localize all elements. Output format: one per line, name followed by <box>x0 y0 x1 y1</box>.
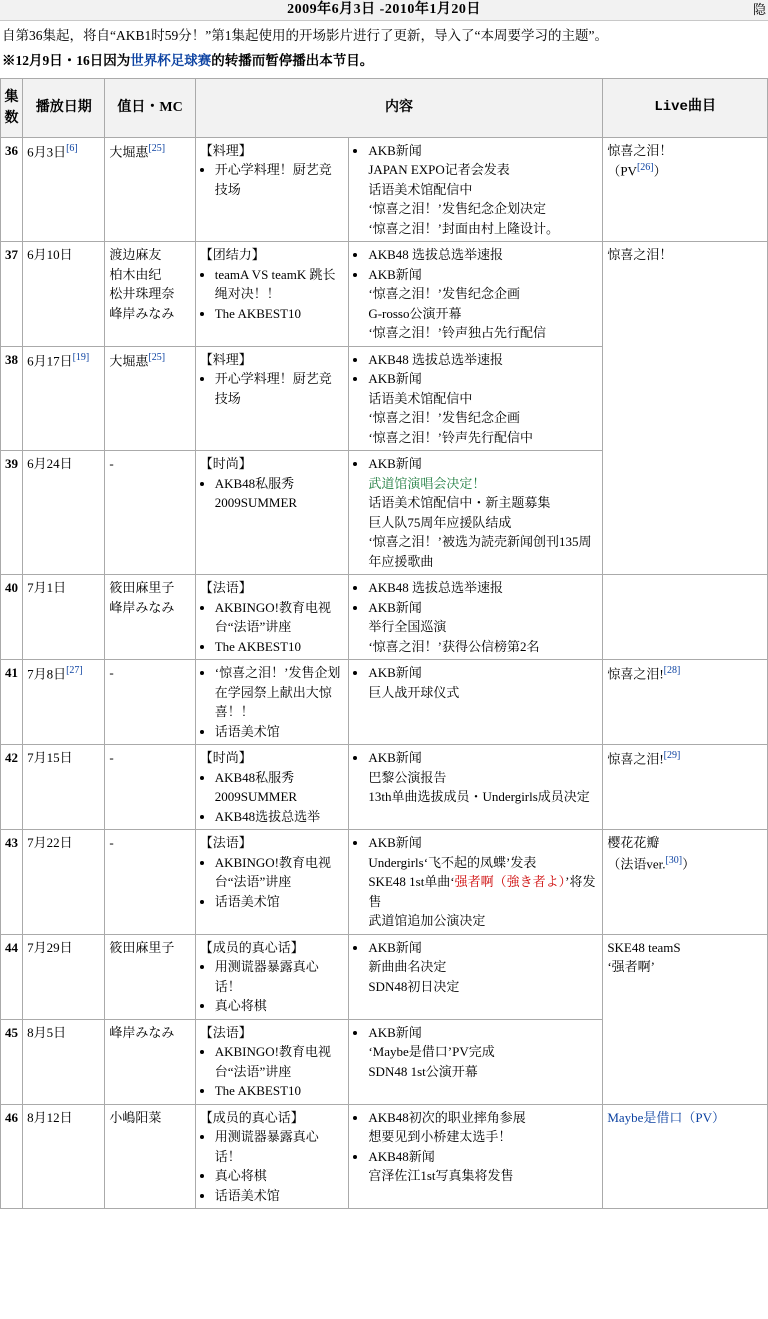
air-date: 6月3日[6] <box>23 137 105 242</box>
episode-number: 40 <box>1 575 23 660</box>
corner-cell <box>195 346 349 451</box>
mc-cell: - <box>105 830 195 935</box>
corner-cell <box>195 1104 349 1209</box>
air-date: 7月22日 <box>23 830 105 935</box>
list-item: • AKBINGO!教育电视台“法语”讲座 <box>215 1042 345 1081</box>
corner-items <box>200 265 345 324</box>
corner-items <box>200 474 345 513</box>
corner-items <box>200 598 345 657</box>
live-song-title: 樱花花瓣 <box>607 835 660 850</box>
content-cell <box>349 346 603 451</box>
air-date: 8月5日 <box>23 1019 105 1104</box>
table-row <box>1 1104 768 1209</box>
list-item: • AKB新闻 武道馆演唱会决定！ 话语美术馆配信中・新主题募集 巨人队75周年应援队结成 ‘惊喜之泪！’被选为読売新闻创刊135周年应援歌曲 <box>368 454 598 571</box>
air-date: 6月10日 <box>23 242 105 347</box>
live-song-title: 惊喜之泪！ <box>607 247 673 262</box>
worldcup-link[interactable]: 世界杯足球赛 <box>130 53 212 69</box>
mc-name: 松井珠理奈 <box>109 286 175 301</box>
table-row <box>1 745 768 830</box>
content-line: 话语美术馆配信中・新主题募集 <box>368 495 551 510</box>
live-song-title[interactable]: Maybe是借口（PV） <box>607 1109 726 1125</box>
ref-sup[interactable]: [30] <box>665 854 683 866</box>
corner-title: 【料理】 <box>199 142 252 158</box>
content-line: 武道馆追加公演决定 <box>368 913 486 928</box>
ref-sup[interactable]: [29] <box>663 750 681 761</box>
corner-title: 【法语】 <box>199 835 252 850</box>
content-line: G-rosso公演开幕 <box>368 305 462 321</box>
air-date: 8月12日 <box>23 1104 105 1209</box>
list-item: • AKB新闻 Undergirls‘飞不起的凤蝶’发表 SKE48 1st单曲‘强者啊（強き者よ）’将发售 武道馆追加公演决定 <box>368 833 598 931</box>
list-item: • The AKBEST10 <box>215 1081 345 1101</box>
air-date: 7月15日 <box>23 745 105 830</box>
episode-number: 38 <box>1 346 23 451</box>
mc-name: 峰岸みなみ <box>109 599 175 615</box>
live-song-title: 惊喜之泪！ <box>607 142 673 158</box>
content-cell <box>349 575 603 660</box>
corner-items <box>200 768 345 827</box>
content-items <box>353 578 598 656</box>
note-prefix: ※12月9日・16日因为 <box>2 53 131 69</box>
page-title: 2009年6月3日 -2010年1月20日 <box>287 2 481 17</box>
content-line: ‘惊喜之泪！’封面由村上隆设计。 <box>368 220 559 236</box>
content-line: ‘惊喜之泪！’被选为読売新闻创刊135周年应援歌曲 <box>368 534 592 569</box>
list-item: • 真心将棋 <box>215 1166 345 1186</box>
list-item: • AKB新闻 举行全国巡演 ‘惊喜之泪！’获得公信榜第2名 <box>368 598 598 657</box>
content-items <box>353 1023 598 1082</box>
air-date: 7月8日[27] <box>23 660 105 745</box>
list-item: • 话语美术馆 <box>215 1186 345 1206</box>
live-song-cell <box>603 660 768 745</box>
content-line: 宫泽佐江1st写真集将发售 <box>368 1168 514 1183</box>
list-item: • AKB48私服秀 2009SUMMER <box>215 474 345 513</box>
note-broadcast-suspension <box>0 49 768 77</box>
episode-number: 44 <box>1 934 23 1019</box>
content-line: ‘惊喜之泪！’发售纪念企划决定 <box>368 201 546 216</box>
content-items <box>353 833 598 931</box>
table-row <box>1 575 768 660</box>
table-row <box>1 242 768 347</box>
episode-number: 43 <box>1 830 23 935</box>
episode-number: 42 <box>1 745 23 830</box>
corner-title: 【成员的真心话】 <box>199 939 304 955</box>
content-cell <box>349 137 603 242</box>
content-cell <box>349 660 603 745</box>
mc-cell: 大堀惠[25] <box>105 346 195 451</box>
list-item: • AKB新闻 话语美术馆配信中 ‘惊喜之泪！’发售纪念企画 ‘惊喜之泪！’铃声先行配信中 <box>368 369 598 447</box>
list-item: • AKB48选拔总选举 <box>215 807 345 827</box>
corner-title: 【法语】 <box>199 580 252 595</box>
mc-cell: 峰岸みなみ <box>105 1019 195 1104</box>
corner-cell <box>195 660 349 745</box>
content-line: ‘Maybe是借口’PV完成 <box>368 1044 495 1059</box>
corner-title: 【时尚】 <box>199 750 252 765</box>
list-item: • AKB48 选拔总选举速报 <box>368 245 598 265</box>
content-line: 举行全国巡演 <box>368 619 447 634</box>
corner-cell <box>195 242 349 347</box>
list-item: • AKB48私服秀 2009SUMMER <box>215 768 345 807</box>
content-line: ‘惊喜之泪！’发售纪念企画 <box>368 286 520 301</box>
list-item: • AKB新闻 ‘Maybe是借口’PV完成 SDN48 1st公演开幕 <box>368 1023 598 1082</box>
list-item: • AKB48新闻 宫泽佐江1st写真集将发售 <box>368 1147 598 1186</box>
mc-name: 渡边麻友 <box>109 247 162 262</box>
list-item: • ‘惊喜之泪！’发售企划 在学园祭上献出大惊喜！！ <box>215 663 345 722</box>
live-song-cell <box>603 137 768 242</box>
list-item: • AKB48 选拔总选举速报 <box>368 350 598 370</box>
corner-items <box>200 853 345 912</box>
air-date: 7月29日 <box>23 934 105 1019</box>
list-item: • 开心学料理！厨艺竞技场 <box>215 369 345 408</box>
mc-cell: 小嶋阳菜 <box>105 1104 195 1209</box>
collapse-toggle[interactable]: 隐 <box>752 2 766 17</box>
content-line: ‘惊喜之泪！’铃声独占先行配信 <box>368 325 546 340</box>
corner-cell <box>195 830 349 935</box>
content-line: 13th单曲选拔成员・Undergirls成员决定 <box>368 789 590 804</box>
content-line: 巨人队75周年应援队结成 <box>368 514 512 530</box>
ref-sup[interactable]: [19] <box>72 351 90 363</box>
content-items <box>353 1108 598 1186</box>
mc-cell: 大堀惠[25] <box>105 137 195 242</box>
mc-name: 筱田麻里子 <box>109 580 175 595</box>
col-header-date: 播放日期 <box>23 78 105 137</box>
corner-cell <box>195 1019 349 1104</box>
corner-items <box>200 663 345 741</box>
corner-items <box>200 1042 345 1101</box>
mc-cell <box>105 242 195 347</box>
list-item: • AKB新闻 巨人战开球仪式 <box>368 663 598 702</box>
content-items <box>353 748 598 807</box>
content-items <box>353 938 598 997</box>
corner-title: 【料理】 <box>199 351 252 367</box>
content-line: Undergirls‘飞不起的凤蝶’发表 <box>368 854 537 870</box>
content-line: 新曲曲名决定 <box>368 959 447 974</box>
col-header-mc: 值日・MC <box>105 78 195 137</box>
content-line: 想要见到小桥建太选手！ <box>368 1129 512 1144</box>
ref-sup[interactable]: [6] <box>66 142 78 154</box>
list-item: • AKB48 选拔总选举速报 <box>368 578 598 598</box>
content-line: SKE48 1st单曲‘强者啊（強き者よ）’将发售 <box>368 874 596 909</box>
table-row <box>1 660 768 745</box>
live-song-note: （PV[26]） <box>607 162 667 179</box>
ref-sup[interactable]: [27] <box>66 665 83 676</box>
table-header-row <box>1 78 768 137</box>
content-items <box>353 454 598 571</box>
live-song-cell <box>603 575 768 660</box>
content-cell <box>349 242 603 347</box>
list-item: • AKBINGO!教育电视台“法语”讲座 <box>215 598 345 637</box>
content-line: 巨人战开球仪式 <box>368 684 460 700</box>
list-item: • 话语美术馆 <box>215 722 345 742</box>
content-cell <box>349 451 603 575</box>
episode-number: 45 <box>1 1019 23 1104</box>
content-items <box>353 245 598 343</box>
episode-number: 39 <box>1 451 23 575</box>
corner-title: 【时尚】 <box>199 456 252 471</box>
table-row <box>1 830 768 935</box>
mc-name: 峰岸みなみ <box>109 305 175 321</box>
list-item: • 话语美术馆 <box>215 892 345 912</box>
corner-title: 【团结力】 <box>199 247 265 262</box>
list-item: • 用测谎器暴露真心话！ <box>215 957 345 996</box>
air-date: 7月1日 <box>23 575 105 660</box>
content-line: 话语美术馆配信中 <box>368 181 473 197</box>
list-item: • AKB新闻 JAPAN EXPO记者会发表 话语美术馆配信中 ‘惊喜之泪！’发售纪念企划决定 ‘惊喜之泪！’封面由村上隆设计。 <box>368 141 598 239</box>
episode-number: 36 <box>1 137 23 242</box>
table-row <box>1 137 768 242</box>
mc-cell <box>105 575 195 660</box>
content-line: ‘惊喜之泪！’发售纪念企画 <box>368 410 520 425</box>
corner-title: 【法语】 <box>199 1024 252 1040</box>
live-song-group: SKE48 teamS <box>607 939 681 955</box>
content-line: ‘惊喜之泪！’获得公信榜第2名 <box>368 638 540 654</box>
ref-sup[interactable]: [25] <box>148 351 166 363</box>
corner-cell <box>195 575 349 660</box>
content-line: JAPAN EXPO记者会发表 <box>368 162 510 177</box>
live-song-cell <box>603 242 768 575</box>
col-header-episode: 集数 <box>1 78 23 137</box>
content-cell <box>349 1019 603 1104</box>
list-item: • AKB新闻 巴黎公演报告 13th单曲选拔成员・Undergirls成员决定 <box>368 748 598 807</box>
list-item: • AKBINGO!教育电视台“法语”讲座 <box>215 853 345 892</box>
list-item: • AKB新闻 ‘惊喜之泪！’发售纪念企画 G-rosso公演开幕 ‘惊喜之泪！’铃声独占先行配信 <box>368 265 598 343</box>
list-item: • The AKBEST10 <box>215 304 345 324</box>
content-line: 话语美术馆配信中 <box>368 390 473 406</box>
content-line: ‘惊喜之泪！’铃声先行配信中 <box>368 429 533 445</box>
episode-number: 41 <box>1 660 23 745</box>
ref-sup[interactable]: [25] <box>148 142 166 154</box>
episode-number: 37 <box>1 242 23 347</box>
mc-cell: - <box>105 451 195 575</box>
list-item: • AKB新闻 新曲曲名决定 SDN48初日决定 <box>368 938 598 997</box>
live-song-title: ‘强者啊’ <box>607 959 655 974</box>
list-item: • The AKBEST10 <box>215 637 345 657</box>
note-opening-update: 自第36集起，将自“AKB1时59分！”第1集起使用的开场影片进行了更新，导入了“本周要学习的主题”。 <box>2 28 608 43</box>
corner-cell <box>195 137 349 242</box>
table-row <box>1 934 768 1019</box>
live-song-cell <box>603 1104 768 1209</box>
note-suffix: 的转播而暂停播出本节目。 <box>211 53 374 69</box>
list-item: • 用测谎器暴露真心话！ <box>215 1127 345 1166</box>
episode-number: 46 <box>1 1104 23 1209</box>
live-song-cell <box>603 934 768 1104</box>
mc-cell: 筱田麻里子 <box>105 934 195 1019</box>
mc-cell: - <box>105 745 195 830</box>
live-song-cell <box>603 745 768 830</box>
content-cell <box>349 934 603 1019</box>
corner-items <box>200 1127 345 1205</box>
corner-title: 【成员的真心话】 <box>199 1109 304 1125</box>
list-item: • 开心学料理！厨艺竞技场 <box>215 160 345 199</box>
episode-table <box>0 78 768 1210</box>
content-items <box>353 141 598 239</box>
mc-cell: - <box>105 660 195 745</box>
section-header-bar <box>0 0 768 21</box>
content-items <box>353 663 598 702</box>
ref-sup[interactable]: [26] <box>636 162 654 173</box>
live-song-note: （法语ver.[30]） <box>607 854 696 871</box>
corner-items <box>200 369 345 408</box>
content-line: SDN48 1st公演开幕 <box>368 1063 478 1079</box>
air-date: 6月17日[19] <box>23 346 105 451</box>
live-song-title: 惊喜之泪! <box>607 751 664 767</box>
corner-items <box>200 160 345 199</box>
content-cell <box>349 830 603 935</box>
col-header-live: Live曲目 <box>603 78 768 137</box>
content-cell <box>349 1104 603 1209</box>
content-line-highlight: 武道馆演唱会决定！ <box>368 475 486 491</box>
list-item: • teamA VS teamK 跳长绳对决！！ <box>215 265 345 304</box>
corner-cell <box>195 934 349 1019</box>
list-item: • AKB48初次的职业摔角参展 想要见到小桥建太选手！ <box>368 1108 598 1147</box>
corner-cell <box>195 451 349 575</box>
live-song-cell <box>603 830 768 935</box>
list-item: • 真心将棋 <box>215 996 345 1016</box>
col-header-content: 内容 <box>195 78 603 137</box>
corner-cell <box>195 745 349 830</box>
ref-sup[interactable]: [28] <box>663 665 681 676</box>
content-line: 巴黎公演报告 <box>368 769 447 785</box>
corner-items <box>200 957 345 1016</box>
air-date: 6月24日 <box>23 451 105 575</box>
mc-name: 柏木由纪 <box>109 266 162 282</box>
live-song-title: 惊喜之泪! <box>607 666 664 682</box>
content-cell <box>349 745 603 830</box>
content-items <box>353 350 598 448</box>
content-line: SDN48初日决定 <box>368 978 460 994</box>
